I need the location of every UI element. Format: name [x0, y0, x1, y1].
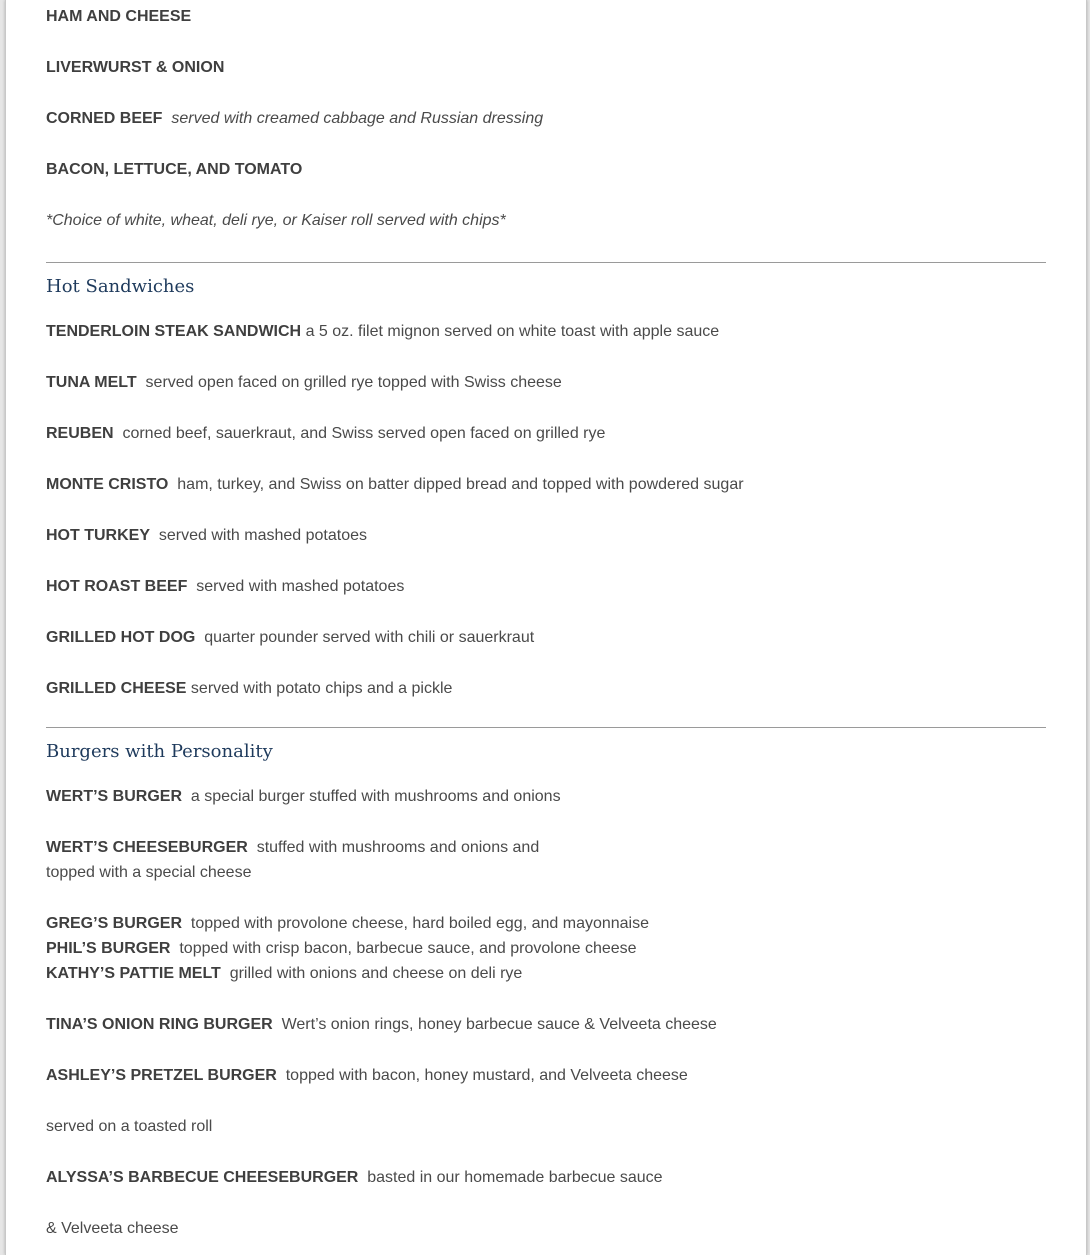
bread-choice-note: *Choice of white, wheat, deli rye, or Kaiser roll served with chips*	[46, 212, 506, 229]
item-note: & Velveeta cheese	[46, 1220, 179, 1237]
item-description: topped with provolone cheese, hard boiled egg, and mayonnaise	[190, 915, 650, 932]
item-name: KATHY’S PATTIE MELT	[46, 965, 221, 982]
menu-item	[46, 523, 1046, 548]
item-name: WERT’S BURGER	[46, 788, 182, 805]
menu-item	[46, 106, 1046, 131]
item-name: WERT’S CHEESEBURGER	[46, 839, 248, 856]
menu-item	[46, 157, 1046, 182]
menu-item	[46, 370, 1046, 395]
item-description: served with mashed potatoes	[196, 578, 405, 595]
item-name: GRILLED CHEESE	[46, 680, 187, 697]
item-name: TENDERLOIN STEAK SANDWICH	[46, 323, 302, 340]
item-description: served with potato chips and a pickle	[190, 680, 453, 697]
menu-item	[46, 55, 1046, 80]
section-title-burgers: Burgers with Personality	[46, 741, 273, 762]
item-note: served on a toasted roll	[46, 1118, 213, 1135]
item-description: a 5 oz. filet mignon served on white toast with apple sauce	[305, 323, 720, 340]
item-name: LIVERWURST & ONION	[46, 59, 225, 76]
item-name: PHIL’S BURGER	[46, 940, 171, 957]
item-description: basted in our homemade barbecue sauce	[367, 1169, 663, 1186]
item-description: served with mashed potatoes	[158, 527, 368, 544]
item-name: HAM AND CHEESE	[46, 8, 192, 25]
menu-item	[46, 1063, 1046, 1088]
menu-item	[46, 319, 1046, 344]
menu-item	[46, 961, 1046, 986]
menu-content	[46, 0, 1046, 1241]
menu-item	[46, 4, 1046, 29]
menu-item	[46, 911, 1046, 936]
item-name: CORNED BEEF	[46, 110, 163, 127]
menu-item	[46, 421, 1046, 446]
section-title-hot-sandwiches: Hot Sandwiches	[46, 276, 195, 297]
item-name: TUNA MELT	[46, 374, 137, 391]
item-description: served with creamed cabbage and Russian dressing	[171, 110, 544, 127]
menu-item	[46, 574, 1046, 599]
item-description: topped with crisp bacon, barbecue sauce, and provolone cheese	[179, 940, 637, 957]
item-name: ASHLEY’S PRETZEL BURGER	[46, 1067, 277, 1084]
item-description: served open faced on grilled rye topped with Swiss cheese	[145, 374, 562, 391]
item-name: GRILLED HOT DOG	[46, 629, 196, 646]
item-description: quarter pounder served with chili or sauerkraut	[204, 629, 535, 646]
menu-item	[46, 835, 1046, 860]
item-description: topped with bacon, honey mustard, and Velveeta cheese	[285, 1067, 688, 1084]
menu-item	[46, 784, 1046, 809]
item-description-continued: topped with a special cheese	[46, 864, 252, 881]
item-name: REUBEN	[46, 425, 114, 442]
document-page	[5, 0, 1087, 1255]
item-name: TINA’S ONION RING BURGER	[46, 1016, 273, 1033]
item-description: Wert’s onion rings, honey barbecue sauce & Velveeta cheese	[281, 1016, 717, 1033]
item-name: BACON, LETTUCE, AND TOMATO	[46, 161, 303, 178]
item-name: HOT TURKEY	[46, 527, 150, 544]
menu-item	[46, 1165, 1046, 1190]
item-name: MONTE CRISTO	[46, 476, 169, 493]
item-name: ALYSSA’S BARBECUE CHEESEBURGER	[46, 1169, 359, 1186]
item-name: HOT ROAST BEEF	[46, 578, 188, 595]
item-description: a special burger stuffed with mushrooms and onions	[190, 788, 561, 805]
menu-item	[46, 625, 1046, 650]
menu-item	[46, 1012, 1046, 1037]
menu-item	[46, 472, 1046, 497]
item-description: corned beef, sauerkraut, and Swiss served open faced on grilled rye	[122, 425, 606, 442]
menu-item	[46, 676, 1046, 701]
item-description: grilled with onions and cheese on deli rye	[229, 965, 523, 982]
item-description: ham, turkey, and Swiss on batter dipped bread and topped with powdered sugar	[177, 476, 744, 493]
item-description: stuffed with mushrooms and onions and	[256, 839, 540, 856]
menu-item	[46, 936, 1046, 961]
item-name: GREG’S BURGER	[46, 915, 183, 932]
